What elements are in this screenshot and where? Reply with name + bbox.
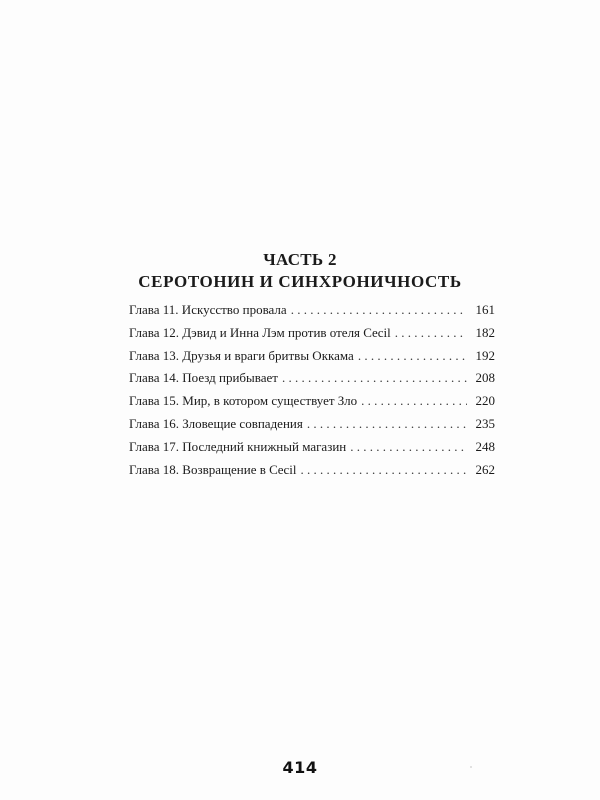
part-number: ЧАСТЬ 2 bbox=[263, 250, 337, 269]
dot-leader bbox=[358, 345, 467, 368]
dot-leader bbox=[361, 390, 467, 413]
toc-entry-title: Глава 12. Дэвид и Инна Лэм против отеля Cecil bbox=[129, 324, 391, 340]
toc-entry bbox=[129, 367, 495, 390]
dot-leader bbox=[301, 459, 467, 482]
toc-entry-title: Глава 14. Поезд прибывает bbox=[129, 370, 278, 386]
toc-entry bbox=[129, 413, 495, 436]
dot-leader bbox=[307, 413, 467, 436]
paper-speck bbox=[470, 766, 472, 768]
toc-entry-page: 220 bbox=[475, 393, 495, 409]
dot-leader bbox=[282, 367, 467, 390]
toc-entry-page: 161 bbox=[475, 302, 495, 317]
toc-entry-title: Глава 18. Возвращение в Cecil bbox=[129, 461, 297, 477]
toc-entry bbox=[129, 436, 495, 459]
table-of-contents bbox=[129, 299, 495, 481]
toc-entry-page: 235 bbox=[475, 415, 495, 431]
toc-entry-page: 192 bbox=[475, 347, 495, 363]
dot-leader bbox=[395, 322, 467, 345]
toc-entry-page: 248 bbox=[475, 438, 495, 454]
toc-entry-page: 262 bbox=[475, 461, 495, 477]
toc-entry-title: Глава 16. Зловещие совпадения bbox=[129, 415, 303, 431]
toc-entry bbox=[129, 299, 495, 322]
dot-leader bbox=[350, 436, 467, 459]
toc-entry-page: 208 bbox=[475, 370, 495, 386]
toc-entry-title: Глава 17. Последний книжный магазин bbox=[129, 438, 347, 454]
toc-entry bbox=[129, 390, 495, 413]
toc-entry-title: Глава 11. Искусство провала bbox=[129, 302, 287, 317]
toc-entry-title: Глава 13. Друзья и враги бритвы Оккама bbox=[129, 347, 354, 363]
toc-entry bbox=[129, 345, 495, 368]
part-title: СЕРОТОНИН И СИНХРОНИЧНОСТЬ bbox=[138, 272, 462, 291]
dot-leader bbox=[291, 299, 467, 322]
page-number: 414 bbox=[282, 758, 318, 777]
toc-entry-title: Глава 15. Мир, в котором существует Зло bbox=[129, 393, 358, 409]
toc-entry-page: 182 bbox=[475, 324, 495, 340]
toc-entry bbox=[129, 459, 495, 482]
toc-entry bbox=[129, 322, 495, 345]
